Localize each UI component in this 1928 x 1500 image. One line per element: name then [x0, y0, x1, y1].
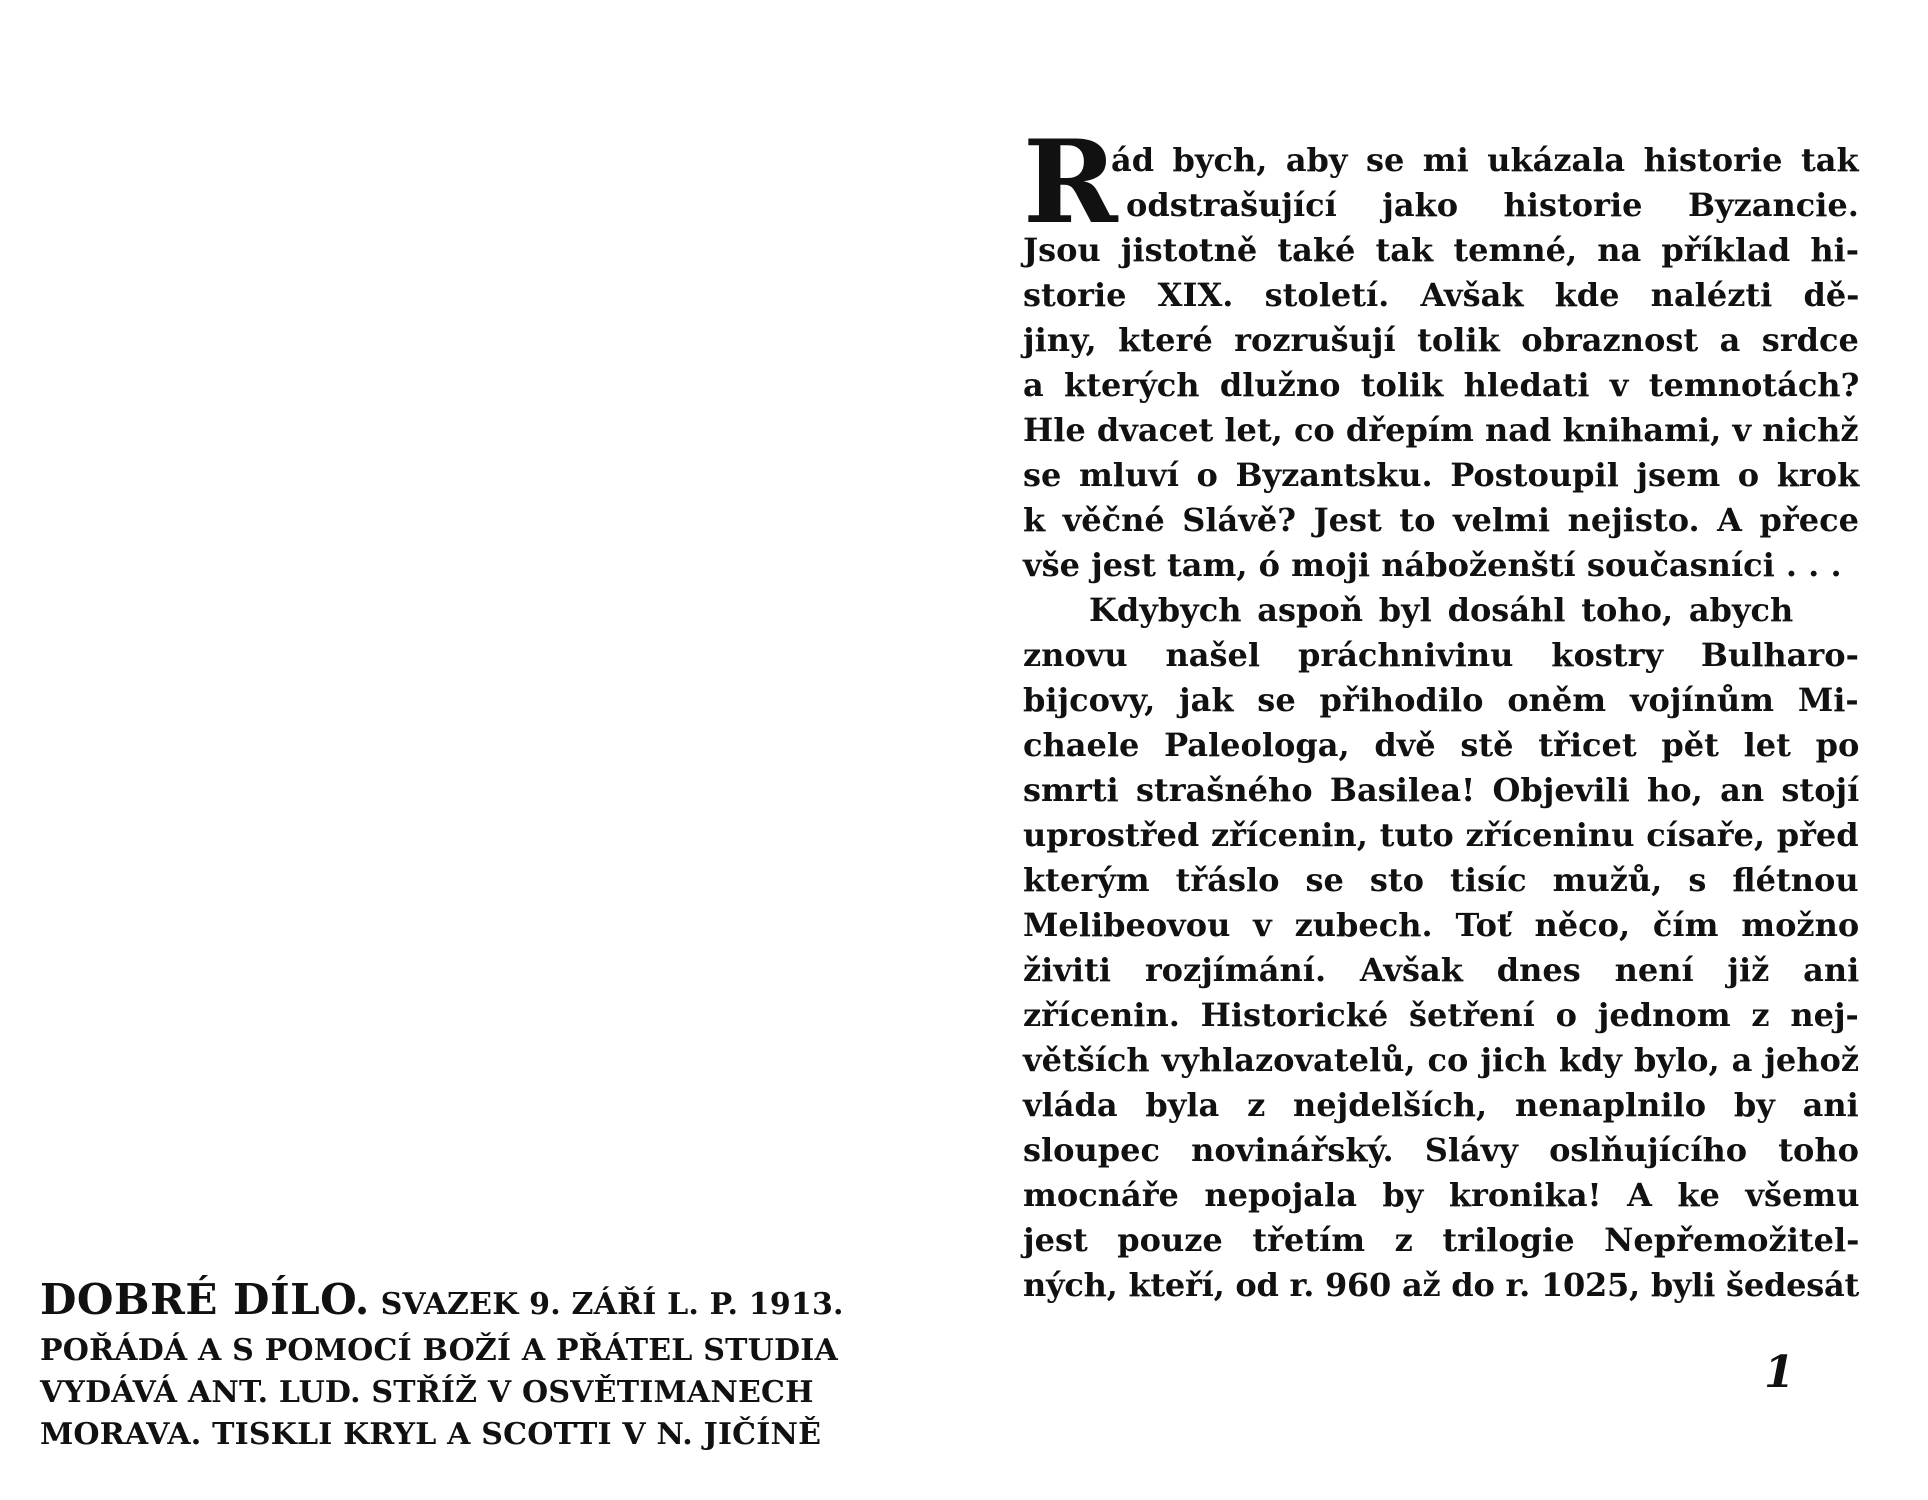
text-line: větších vyhlazovatelů, co jich kdy bylo, a jehož — [1023, 1041, 1860, 1079]
colophon-line-4: MORAVA. TISKLI KRYL A SCOTTI V N. JIČÍNĚ — [40, 1417, 822, 1452]
text-line: vše jest tam, ó moji náboženští současníci . . . — [1023, 546, 1842, 584]
text-line: bijcovy, jak se přihodilo oněm vojínům Mi- — [1023, 681, 1859, 719]
right-page — [964, 0, 1928, 1500]
text-line: Jsou jistotně také tak temné, na příklad hi- — [1023, 231, 1860, 269]
volume-date: SVAZEK 9. ZÁŘÍ L. P. 1913. — [380, 1287, 844, 1322]
text-line: a kterých dlužno tolik hledati v temnotách? — [1023, 366, 1860, 404]
colophon-line-3: VYDÁVÁ ANT. LUD. STŘÍŽ V OSVĚTIMANECH — [40, 1375, 814, 1410]
text-line: vláda byla z nejdelších, nenaplnilo by ani — [1023, 1086, 1859, 1124]
text-line: uprostřed zřícenin, tuto zříceninu císaře, před — [1023, 816, 1859, 854]
text-line: ných, kteří, od r. 960 až do r. 1025, byli šedesát — [1023, 1266, 1860, 1304]
drop-cap: R — [1023, 115, 1118, 249]
page-number: 1 — [1764, 1347, 1795, 1398]
text-line: ád bych, aby se mi ukázala historie tak — [1111, 141, 1859, 179]
text-line: odstrašující jako historie Byzancie. — [1126, 186, 1859, 224]
text-line: jiny, které rozrušují tolik obraznost a srdce — [1023, 321, 1859, 359]
colophon-line-2: POŘÁDÁ A S POMOCÍ BOŽÍ A PŘÁTEL STUDIA — [40, 1333, 838, 1368]
colophon — [40, 1275, 930, 1456]
text-line: storie XIX. století. Avšak kde nalézti dě- — [1023, 276, 1860, 314]
text-line: jest pouze třetím z trilogie Nepřemožitel- — [1023, 1221, 1860, 1259]
text-line: Melibeovou v zubech. Toť něco, čím možno — [1023, 906, 1860, 944]
series-title: DOBRÉ DÍLO. — [40, 1275, 370, 1324]
paragraph-start-line: Kdybych aspoň byl dosáhl toho, abych — [1089, 591, 1794, 629]
text-line: znovu našel práchnivinu kostry Bulharo- — [1023, 636, 1859, 674]
body-text — [1023, 115, 1860, 1308]
text-line: živiti rozjímání. Avšak dnes není již ani — [1023, 951, 1860, 989]
text-line: se mluví o Byzantsku. Postoupil jsem o krok — [1023, 456, 1860, 494]
text-line: k věčné Slávě? Jest to velmi nejisto. A přece — [1023, 501, 1859, 539]
text-line: smrti strašného Basilea! Objevili ho, an stojí — [1023, 771, 1860, 809]
colophon-line-1 — [40, 1275, 930, 1330]
opening-lines — [1023, 115, 1859, 249]
text-line: kterým třáslo se sto tisíc mužů, s flétnou — [1023, 861, 1859, 899]
text-line: mocnáře nepojala by kronika! A ke všemu — [1023, 1176, 1860, 1214]
text-line: sloupec novinářský. Slávy oslňujícího toho — [1023, 1131, 1859, 1169]
text-line: zřícenin. Historické šetření o jednom z nej- — [1023, 996, 1859, 1034]
text-line: chaele Paleologa, dvě stě třicet pět let po — [1023, 726, 1860, 764]
text-line: Hle dvacet let, co dřepím nad knihami, v nichž — [1023, 411, 1859, 449]
